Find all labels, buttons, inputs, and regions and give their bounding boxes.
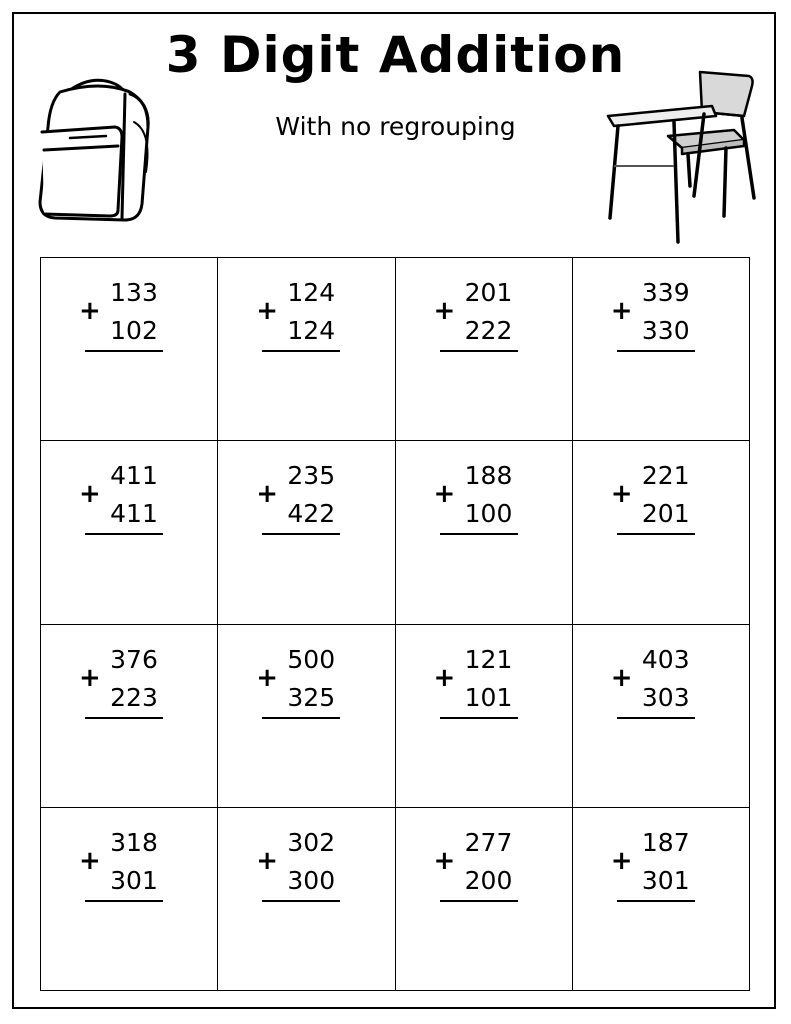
addend-top: 277	[464, 827, 513, 857]
answer-line	[440, 350, 518, 352]
addend-bottom: 201	[641, 499, 690, 529]
page-title: 3 Digit Addition	[165, 26, 626, 84]
problem-cell	[573, 441, 750, 624]
addend-bottom: 303	[641, 682, 690, 712]
problem-cell	[396, 808, 573, 991]
problem-cell	[41, 441, 218, 624]
plus-sign: +	[433, 296, 456, 326]
plus-sign: +	[256, 479, 279, 510]
addend-bottom: 102	[110, 316, 158, 345]
addend-top: 302	[287, 827, 336, 857]
plus-sign: +	[79, 479, 101, 510]
plus-sign: +	[256, 845, 279, 876]
page-subtitle: With no regrouping	[275, 112, 516, 141]
addend-top: 500	[287, 644, 336, 674]
addend-top: 187	[641, 827, 690, 857]
addend-bottom: 422	[287, 499, 336, 529]
answer-line	[262, 350, 340, 352]
addend-top: 235	[287, 461, 336, 491]
plus-sign: +	[433, 479, 456, 510]
problem-cell	[573, 808, 750, 991]
problem-grid	[40, 257, 750, 991]
plus-sign: +	[256, 662, 279, 693]
addend-bottom: 301	[641, 865, 690, 895]
plus-sign: +	[79, 662, 101, 693]
answer-line	[617, 533, 695, 535]
addend-bottom: 101	[464, 682, 513, 712]
problem-cell	[573, 625, 750, 808]
answer-line	[617, 900, 695, 902]
addend-top: 411	[110, 461, 158, 491]
addend-bottom: 100	[464, 499, 513, 529]
addend-bottom: 223	[110, 682, 158, 712]
addend-bottom: 330	[641, 316, 690, 345]
addend-top: 221	[641, 461, 690, 491]
addend-top: 376	[110, 644, 158, 674]
answer-line	[262, 533, 340, 535]
addend-top: 133	[110, 278, 158, 307]
answer-line	[262, 717, 340, 719]
problem-cell	[573, 258, 750, 441]
addend-bottom: 222	[464, 316, 513, 345]
plus-sign: +	[610, 479, 633, 510]
plus-sign: +	[610, 845, 633, 876]
addend-bottom: 124	[287, 316, 336, 345]
addend-top: 318	[110, 827, 158, 857]
problem-cell	[396, 441, 573, 624]
problem-cell	[41, 625, 218, 808]
answer-line	[440, 717, 518, 719]
problem-cell	[41, 808, 218, 991]
addend-bottom: 325	[287, 682, 336, 712]
plus-sign: +	[79, 296, 101, 326]
answer-line	[85, 350, 163, 352]
answer-line	[262, 900, 340, 902]
backpack-icon	[30, 72, 155, 224]
problem-cell	[218, 625, 395, 808]
plus-sign: +	[610, 296, 633, 326]
answer-line	[617, 717, 695, 719]
addend-top: 188	[464, 461, 513, 491]
problem-cell	[41, 258, 218, 441]
addend-bottom: 300	[287, 865, 336, 895]
addend-bottom: 301	[110, 865, 158, 895]
plus-sign: +	[433, 662, 456, 693]
plus-sign: +	[610, 662, 633, 693]
addend-bottom: 411	[110, 499, 158, 529]
addend-top: 124	[287, 278, 336, 307]
addend-top: 201	[464, 278, 513, 307]
problem-cell	[396, 258, 573, 441]
problem-cell	[218, 808, 395, 991]
addend-top: 403	[641, 644, 690, 674]
answer-line	[85, 900, 163, 902]
answer-line	[617, 350, 695, 352]
plus-sign: +	[79, 845, 101, 876]
addend-top: 339	[641, 278, 690, 307]
answer-line	[440, 900, 518, 902]
desk-chair-icon	[604, 66, 762, 244]
answer-line	[85, 533, 163, 535]
problem-cell	[396, 625, 573, 808]
problem-cell	[218, 258, 395, 441]
plus-sign: +	[433, 845, 456, 876]
addend-bottom: 200	[464, 865, 513, 895]
answer-line	[440, 533, 518, 535]
answer-line	[85, 717, 163, 719]
plus-sign: +	[256, 296, 279, 326]
addend-top: 121	[464, 644, 513, 674]
problem-cell	[218, 441, 395, 624]
